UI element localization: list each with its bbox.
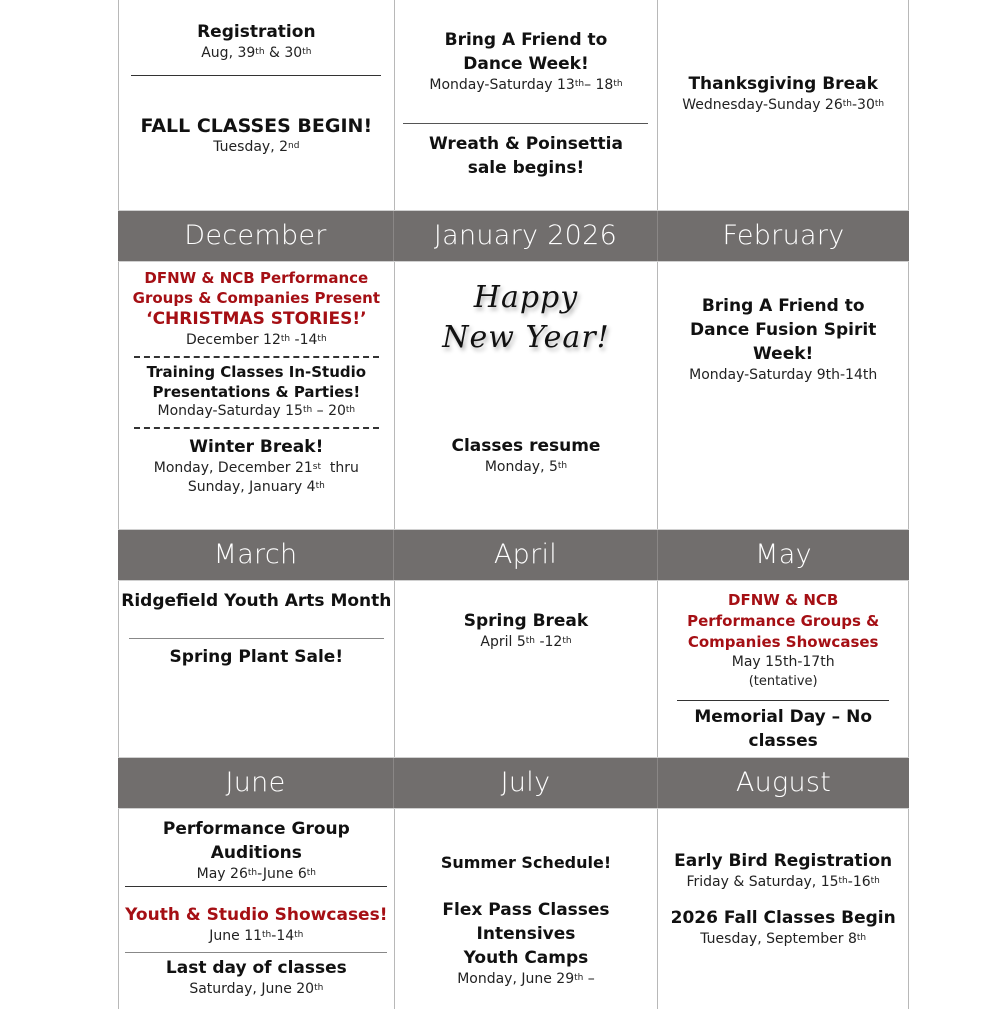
show-date: December 12th -14th — [185, 332, 327, 348]
cell-november — [658, 0, 909, 210]
cell-june — [119, 809, 395, 1009]
event-date: Monday-Saturday 13th– 18th — [429, 77, 623, 93]
month-header-march: March — [118, 530, 394, 580]
showcase-date: May 15th-17th — [731, 654, 835, 670]
month-header-row — [118, 210, 909, 262]
divider — [677, 700, 889, 701]
holiday-title: Memorial Day – No classes — [694, 707, 872, 751]
month-header-row — [118, 529, 909, 581]
break-title: Winter Break! — [189, 437, 324, 457]
cell-october — [395, 0, 659, 210]
month-header-row — [118, 757, 909, 809]
training-date: Monday-Saturday 15th – 20th — [157, 403, 356, 419]
event-date: Tuesday, 2nd — [213, 139, 300, 155]
event-date: Saturday, June 20th — [189, 981, 324, 997]
event-date: Aug, 39th & 30th — [201, 45, 312, 61]
event-date: Monday-Saturday 9th-14th — [689, 367, 878, 383]
show-title: DFNW & NCB Performance Groups & Companies Present — [132, 269, 380, 307]
showcase-date: June 11th-14th — [209, 928, 304, 944]
happy-new-year-graphic: Happy New Year! — [442, 280, 610, 355]
divider — [125, 886, 387, 887]
showcase-title: DFNW & NCB Performance Groups & Companies Showcases — [687, 591, 880, 651]
row-winter — [118, 262, 909, 529]
event-date: Wednesday-Sunday 26th-30th — [682, 97, 885, 113]
month-header-june: June — [118, 758, 394, 808]
month-header-december: December — [118, 211, 394, 261]
row-spring — [118, 581, 909, 757]
event-title: Ridgefield Youth Arts Month — [121, 591, 392, 611]
event-title: Bring A Friend to Dance Fusion Spirit Week! — [690, 296, 877, 364]
cell-january — [395, 262, 659, 529]
month-header-january: January 2026 — [394, 211, 658, 261]
program-list: Flex Pass Classes Intensives Youth Camps — [442, 900, 610, 968]
event-date: Tuesday, September 8th — [700, 931, 867, 947]
event-title: Spring Break — [463, 611, 589, 631]
event-date: Monday, 5th — [484, 459, 568, 475]
dashed-divider — [134, 427, 379, 429]
month-header-april: April — [394, 530, 658, 580]
row-fall — [118, 0, 909, 210]
event-date: April 5th -12th — [480, 634, 572, 650]
cell-april — [395, 581, 659, 757]
event-title: Early Bird Registration — [674, 851, 893, 871]
training-title: Training Classes In-Studio Presentations & Parties! — [146, 363, 367, 401]
showcase-note: (tentative) — [748, 674, 818, 689]
event-date: Friday & Saturday, 15th-16th — [686, 874, 880, 890]
cell-february — [658, 262, 909, 529]
event-title: Wreath & Poinsettia sale begins! — [428, 134, 623, 178]
event-title: FALL CLASSES BEGIN! — [140, 115, 373, 137]
show-name: ‘CHRISTMAS STORIES!’ — [146, 309, 367, 329]
event-title: Performance Group Auditions — [162, 819, 350, 863]
divider — [131, 75, 381, 76]
cell-march — [119, 581, 395, 757]
month-header-july: July — [394, 758, 658, 808]
cell-august — [658, 809, 909, 1009]
event-title: Classes resume — [451, 436, 601, 456]
event-title: Spring Plant Sale! — [169, 647, 344, 667]
event-title: Thanksgiving Break — [688, 74, 878, 94]
break-date: Monday, December 21st thru Sunday, January 4th — [153, 460, 359, 495]
row-summer — [118, 809, 909, 1009]
cell-september — [119, 0, 395, 210]
event-title: Bring A Friend to Dance Week! — [444, 30, 608, 74]
event-date: May 26th-June 6th — [196, 866, 317, 882]
event-title: Registration — [197, 22, 316, 42]
month-header-february: February — [722, 220, 845, 251]
month-header-august: August — [735, 767, 832, 798]
divider — [403, 123, 648, 124]
cell-may — [658, 581, 909, 757]
divider — [129, 638, 384, 639]
showcase-title: Youth & Studio Showcases! — [125, 905, 388, 925]
cell-july — [395, 809, 659, 1009]
dashed-divider — [134, 356, 379, 358]
cell-december — [119, 262, 395, 529]
calendar-grid — [118, 0, 909, 1009]
divider — [125, 952, 387, 953]
event-title: 2026 Fall Classes Begin — [670, 908, 896, 928]
event-date: Monday, June 29th – — [457, 971, 595, 987]
event-title: Summer Schedule! — [440, 853, 612, 872]
month-header-may: May — [755, 539, 812, 570]
event-title: Last day of classes — [165, 958, 347, 978]
